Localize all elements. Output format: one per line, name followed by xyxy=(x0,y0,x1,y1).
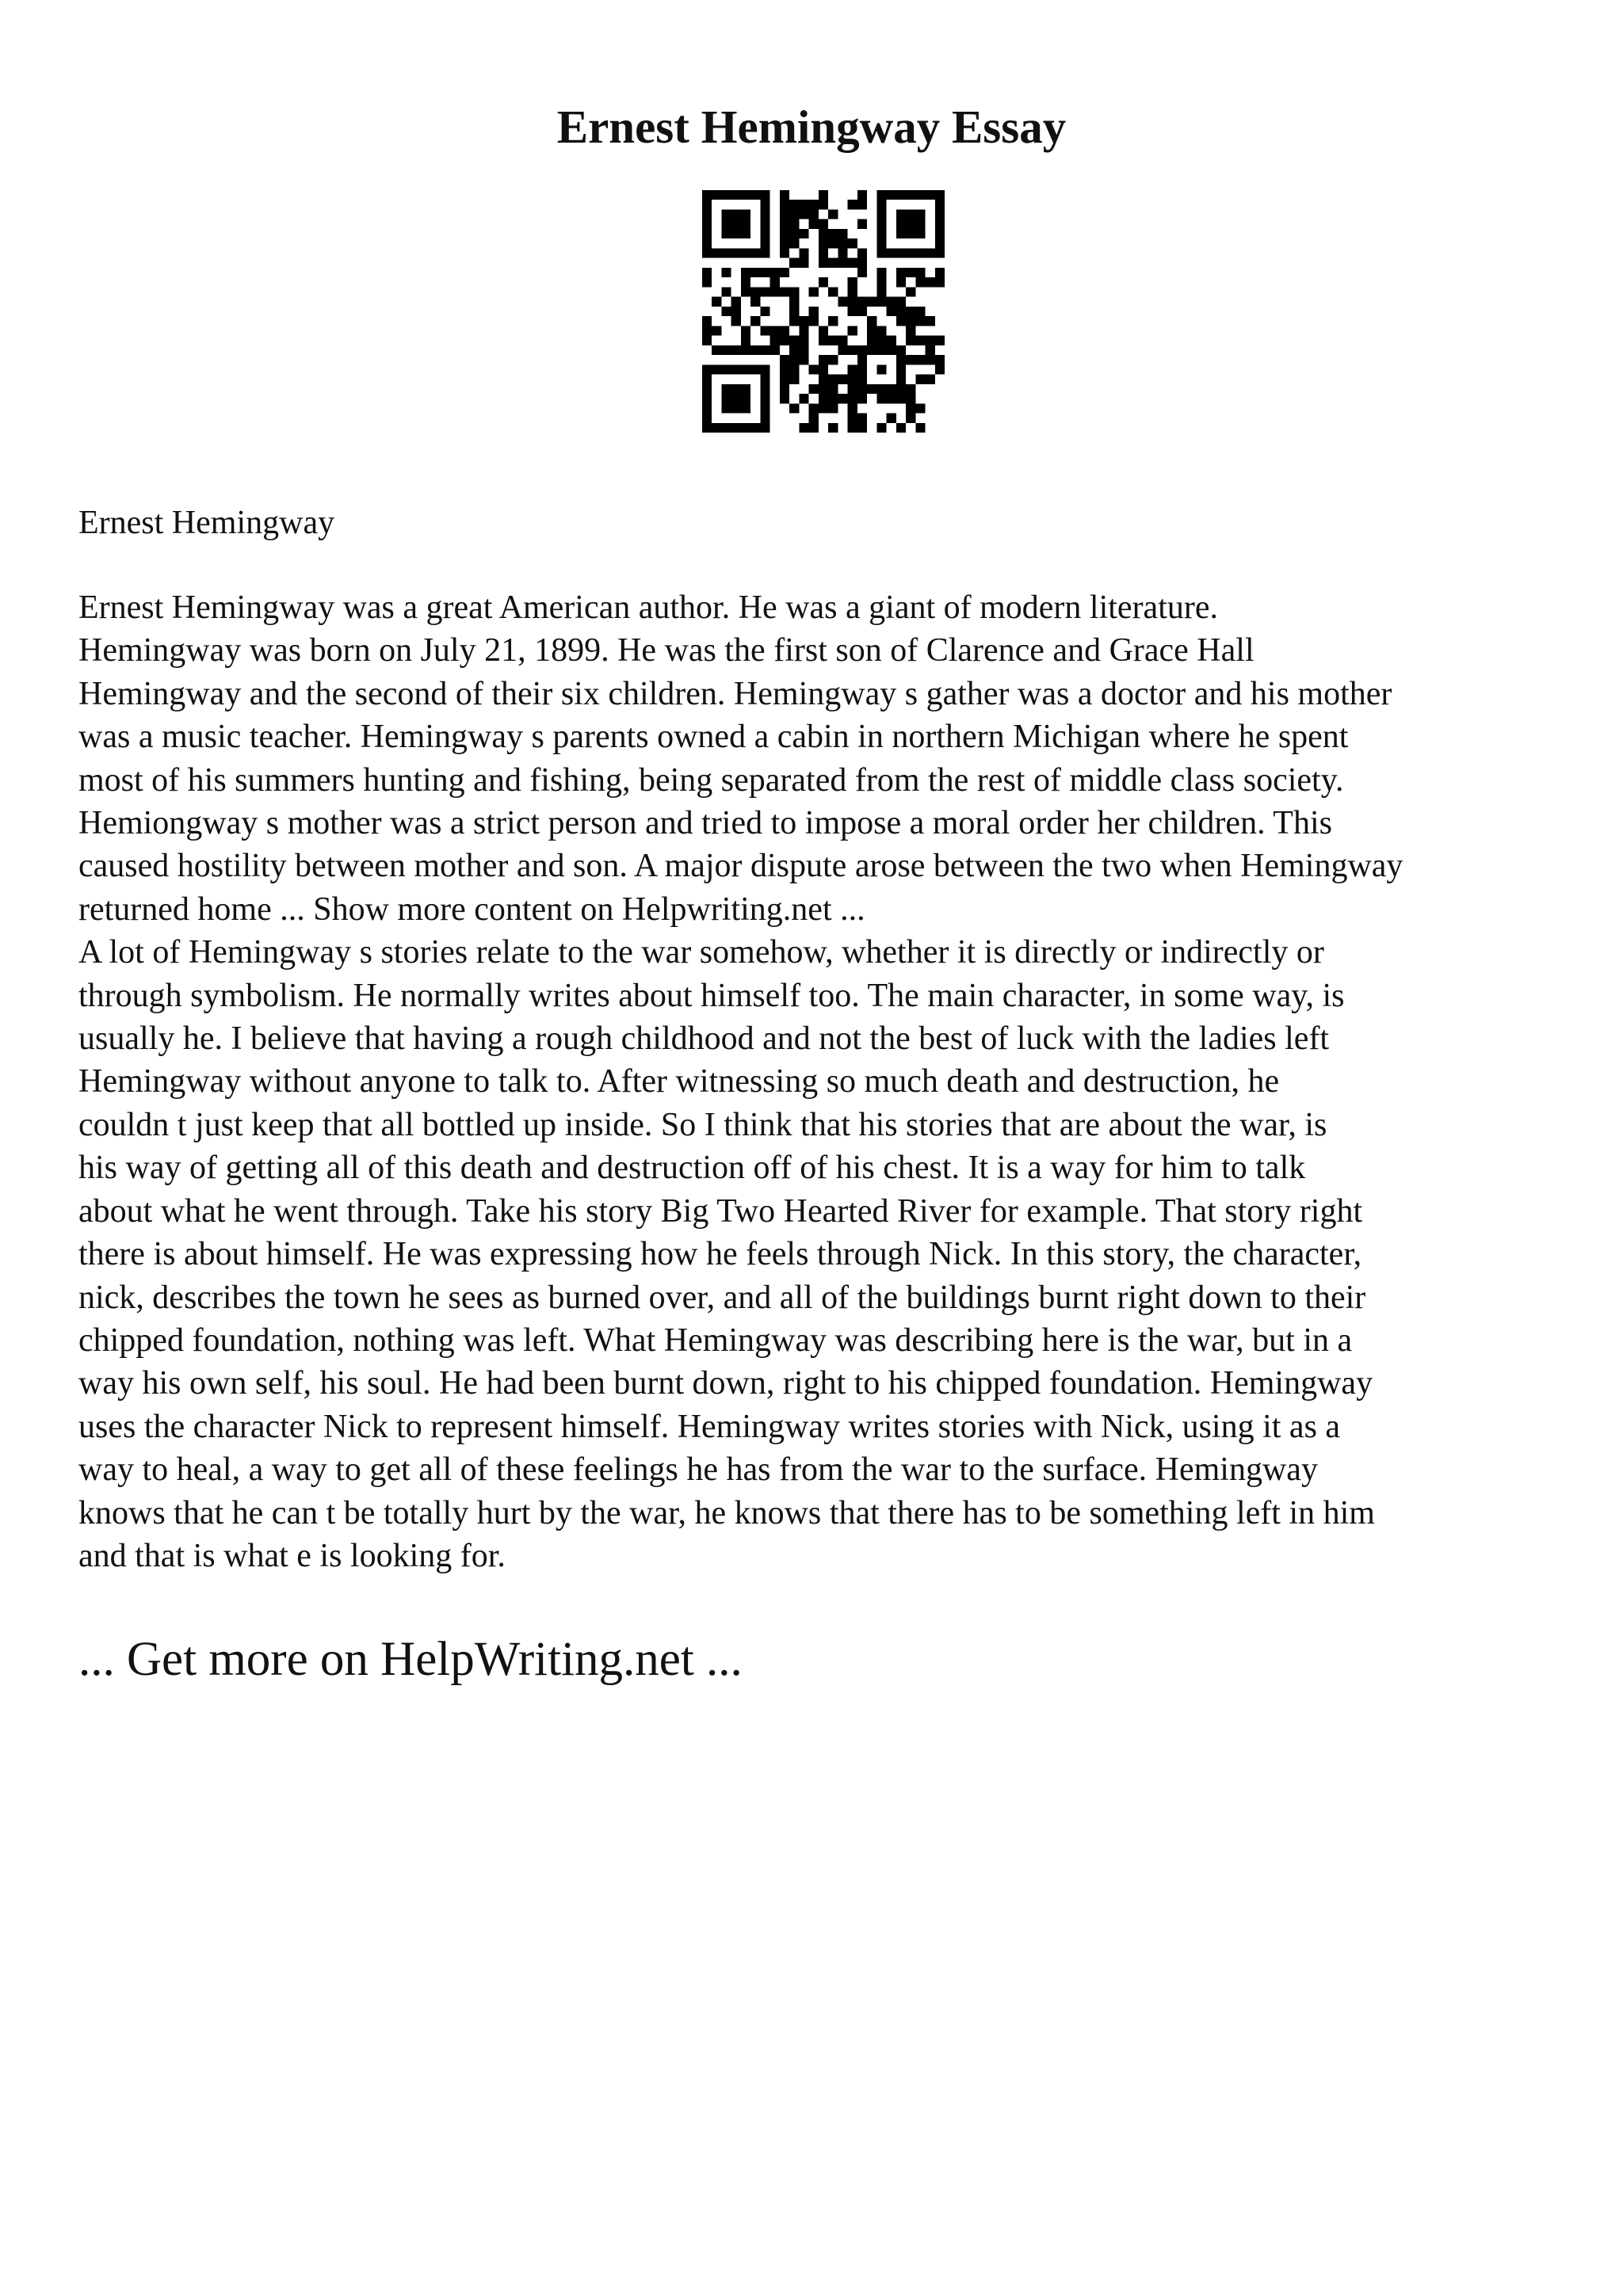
essay-line: Hemiongway s mother was a strict person and tried to impose a moral order her children. This xyxy=(78,805,1332,842)
essay-line: was a music teacher. Hemingway s parents owned a cabin in northern Michigan where he spent xyxy=(78,719,1349,756)
essay-line: there is about himself. He was expressing how he feels through Nick. In this story, the character, xyxy=(78,1236,1362,1273)
essay-line: way his own self, his soul. He had been burnt down, right to his chipped foundation. Hemingway xyxy=(78,1365,1373,1402)
essay-line: Ernest Hemingway was a great American author. He was a giant of modern literature. xyxy=(78,589,1218,626)
essay-line: about what he went through. Take his story Big Two Hearted River for example. That story right xyxy=(78,1192,1363,1230)
essay-body xyxy=(78,586,1560,1577)
essay-line: caused hostility between mother and son. A major dispute arose between the two when Hemingway xyxy=(78,848,1403,885)
essay-line: through symbolism. He normally writes about himself too. The main character, in some way, is xyxy=(78,977,1345,1014)
essay-line: most of his summers hunting and fishing, being separated from the rest of middle class society. xyxy=(78,761,1344,799)
essay-line: and that is what e is looking for. xyxy=(78,1537,506,1574)
essay-line: chipped foundation, nothing was left. What Hemingway was describing here is the war, but in a xyxy=(78,1322,1353,1359)
essay-line: Hemingway and the second of their six children. Hemingway s gather was a doctor and his mother xyxy=(78,675,1392,712)
essay-line: Hemingway without anyone to talk to. After witnessing so much death and destruction, he xyxy=(78,1063,1280,1100)
helpwriting-link[interactable]: ... Get more on HelpWriting.net ... xyxy=(78,1633,743,1686)
essay-line: usually he. I believe that having a rough childhood and not the best of luck with the ladies left xyxy=(78,1020,1330,1058)
essay-line: his way of getting all of this death and destruction off of his chest. It is a way for him to talk xyxy=(78,1150,1306,1187)
essay-line: A lot of Hemingway s stories relate to the war somehow, whether it is directly or indirectly or xyxy=(78,934,1324,971)
essay-line: couldn t just keep that all bottled up inside. So I think that his stories that are about the war, is xyxy=(78,1106,1327,1143)
essay-line: knows that he can t be totally hurt by the war, he knows that there has to be something left in him xyxy=(78,1494,1375,1531)
essay-line: way to heal, a way to get all of these feelings he has from the war to the surface. Hemingway xyxy=(78,1451,1318,1489)
qr-code-icon xyxy=(702,190,945,433)
essay-line: nick, describes the town he sees as burned over, and all of the buildings burnt right down to their xyxy=(78,1279,1366,1316)
essay-line: Hemingway was born on July 21, 1899. He was the first son of Clarence and Grace Hall xyxy=(78,632,1254,669)
essay-line: returned home ... Show more content on Helpwriting.net ... xyxy=(78,891,865,928)
page-title: Ernest Hemingway Essay xyxy=(556,101,1067,153)
essay-line: uses the character Nick to represent himself. Hemingway writes stories with Nick, using it as a xyxy=(78,1408,1341,1445)
essay-subtitle: Ernest Hemingway xyxy=(78,505,335,541)
